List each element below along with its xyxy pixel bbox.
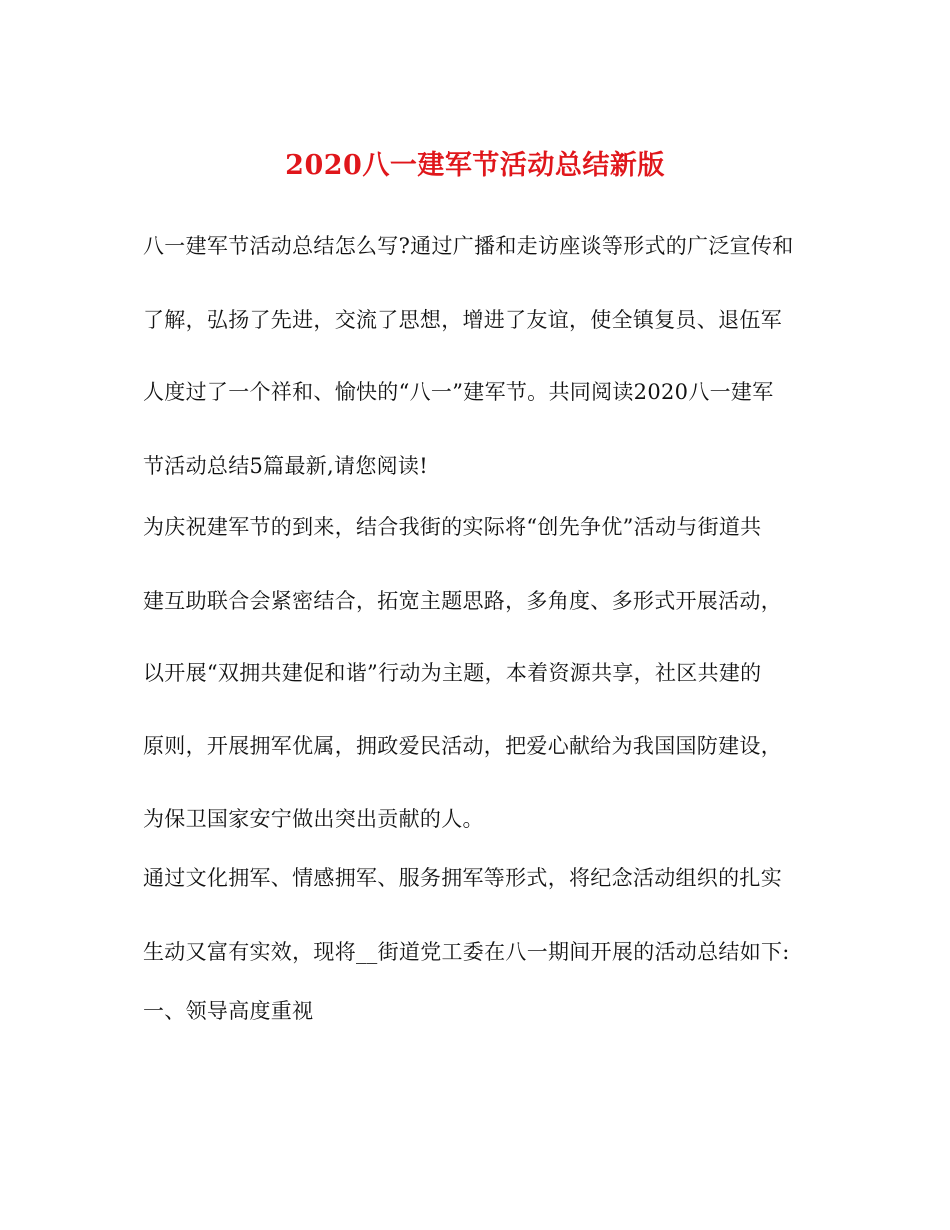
paragraph-2-line-5: 为保卫国家安宁做出突出贡献的人。 xyxy=(143,807,484,831)
document-title: 2020八一建军节活动总结新版 xyxy=(285,150,665,181)
paragraph-1-line-2: 了解，弘扬了先进，交流了思想，增进了友谊，使全镇复员、退伍军 xyxy=(143,308,782,332)
section-heading: 一、领导高度重视 xyxy=(143,999,314,1023)
paragraph-2-line-1: 为庆祝建军节的到来，结合我街的实际将“创先争优”活动与街道共 xyxy=(143,515,762,539)
paragraph-1-line-4: 节活动总结5篇最新,请您阅读! xyxy=(143,454,428,478)
paragraph-3-line-2: 生动又富有实效，现将__街道党工委在八一期间开展的活动总结如下: xyxy=(143,940,790,964)
paragraph-3-line-1: 通过文化拥军、情感拥军、服务拥军等形式，将纪念活动组织的扎实 xyxy=(143,866,782,890)
paragraph-2-line-2: 建互助联合会紧密结合，拓宽主题思路，多角度、多形式开展活动， xyxy=(143,589,782,613)
paragraph-1-line-3: 人度过了一个祥和、愉快的“八一”建军节。共同阅读2020八一建军 xyxy=(143,380,774,404)
paragraph-2-line-3: 以开展“双拥共建促和谐”行动为主题，本着资源共享，社区共建的 xyxy=(143,661,762,685)
paragraph-1-line-1: 八一建军节活动总结怎么写?通过广播和走访座谈等形式的广泛宣传和 xyxy=(143,234,794,258)
paragraph-2-line-4: 原则，开展拥军优属，拥政爱民活动，把爱心献给为我国国防建设， xyxy=(143,734,782,758)
